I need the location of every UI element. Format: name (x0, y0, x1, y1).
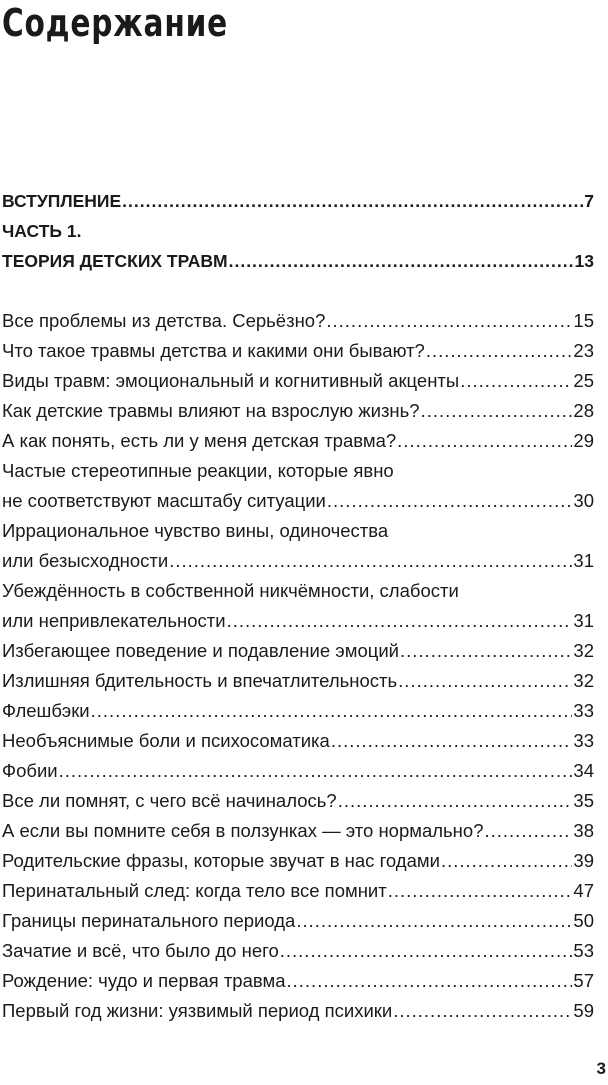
toc-entry-title: Что такое травмы детства и какими они бывают? (2, 340, 425, 361)
toc-entry-list (2, 306, 594, 1026)
toc-entry-introduction[interactable] (2, 186, 594, 216)
toc-entry-page: 23 (573, 340, 594, 361)
toc-entry-title: Иррациональное чувство вины, одиночества (2, 520, 389, 541)
toc-entry-page: 15 (573, 310, 594, 331)
toc-entry-page: 47 (573, 880, 594, 901)
toc-dot-leader (287, 966, 573, 996)
toc-entry-title: Избегающее поведение и подавление эмоций (2, 640, 399, 661)
toc-entry-title: ТЕОРИЯ ДЕТСКИХ ТРАВМ (2, 251, 228, 271)
toc-entry-page: 35 (573, 790, 594, 811)
toc-entry[interactable] (2, 756, 594, 786)
toc-entry[interactable] (2, 546, 594, 576)
toc-entry-page: 25 (573, 370, 594, 391)
toc-dot-leader (393, 996, 572, 1026)
toc-entry-page: 33 (573, 730, 594, 751)
toc-entry-title: А как понять, есть ли у меня детская травма? (2, 430, 397, 451)
toc-entry[interactable] (2, 786, 594, 816)
toc-entry-title: Все проблемы из детства. Серьёзно? (2, 310, 326, 331)
toc-entry-title: Первый год жизни: уязвимый период психики (2, 1000, 393, 1021)
toc-entry-page: 39 (573, 850, 594, 871)
toc-entry-part-1 (2, 216, 594, 246)
toc-dot-leader (227, 606, 573, 636)
toc-entry-page: 31 (573, 550, 594, 571)
toc-entry[interactable] (2, 426, 594, 456)
toc-entry-title: Как детские травмы влияют на взрослую жизнь? (2, 400, 420, 421)
toc-entry-page: 7 (584, 191, 594, 211)
toc-dot-leader (400, 636, 572, 666)
toc-entry[interactable] (2, 846, 594, 876)
toc-entry-page: 32 (573, 640, 594, 661)
toc-dot-leader (280, 936, 573, 966)
toc-dot-leader (169, 546, 572, 576)
toc-entry-title: Флешбэки (2, 700, 90, 721)
toc-entry-page: 53 (573, 940, 594, 961)
page-title: Содержание (2, 1, 229, 45)
toc-entry-page: 57 (573, 970, 594, 991)
toc-dot-leader (388, 876, 573, 906)
toc-dot-leader (338, 786, 573, 816)
toc-dot-leader (122, 186, 583, 216)
toc-entry[interactable] (2, 606, 594, 636)
toc-entry-title: не соответствуют масштабу ситуации (2, 490, 326, 511)
table-of-contents (2, 186, 594, 1026)
toc-entry[interactable] (2, 306, 594, 336)
toc-dot-leader (421, 396, 573, 426)
toc-entry[interactable] (2, 696, 594, 726)
toc-entry-title: Убеждённость в собственной никчёмности, слабости (2, 580, 459, 601)
toc-entry-page: 32 (573, 670, 594, 691)
toc-dot-leader (229, 246, 574, 276)
toc-entry[interactable] (2, 666, 594, 696)
toc-entry[interactable] (2, 936, 594, 966)
toc-entry-title: Границы перинатального периода (2, 910, 296, 931)
toc-dot-leader (460, 366, 572, 396)
toc-entry-title: или непривлекательности (2, 610, 226, 631)
toc-entry[interactable] (2, 396, 594, 426)
toc-entry[interactable] (2, 816, 594, 846)
toc-dot-leader (331, 726, 573, 756)
toc-entry-title: Необъяснимые боли и психосоматика (2, 730, 330, 751)
toc-entry[interactable] (2, 336, 594, 366)
toc-entry[interactable] (2, 366, 594, 396)
toc-entry-title: Зачатие и всё, что было до него (2, 940, 279, 961)
toc-entry-title: Все ли помнят, с чего всё начиналось? (2, 790, 337, 811)
section-gap (2, 276, 594, 306)
toc-entry[interactable] (2, 996, 594, 1026)
toc-entry-page: 34 (573, 760, 594, 781)
toc-entry-title: Виды травм: эмоциональный и когнитивный акценты (2, 370, 460, 391)
toc-entry-page: 38 (573, 820, 594, 841)
toc-entry-part-1-title[interactable] (2, 246, 594, 276)
toc-entry-page: 59 (573, 1000, 594, 1021)
toc-entry[interactable] (2, 906, 594, 936)
toc-entry-title: ВСТУПЛЕНИЕ (2, 191, 122, 211)
toc-entry-page: 50 (573, 910, 594, 931)
toc-dot-leader (91, 696, 573, 726)
toc-entry-page: 28 (573, 400, 594, 421)
toc-entry-title: Родительские фразы, которые звучат в нас годами (2, 850, 440, 871)
toc-dot-leader (327, 486, 573, 516)
toc-entry (2, 456, 594, 486)
toc-dot-leader (426, 336, 573, 366)
toc-dot-leader (398, 666, 572, 696)
toc-dot-leader (59, 756, 573, 786)
toc-entry-title: Перинатальный след: когда тело все помнит (2, 880, 387, 901)
toc-dot-leader (397, 426, 572, 456)
toc-entry-page: 13 (574, 251, 594, 271)
toc-entry (2, 576, 594, 606)
toc-entry-page: 31 (573, 610, 594, 631)
toc-entry-title: Фобии (2, 760, 58, 781)
toc-dot-leader (326, 306, 572, 336)
toc-entry[interactable] (2, 966, 594, 996)
toc-entry-page: 33 (573, 700, 594, 721)
toc-dot-leader (296, 906, 572, 936)
toc-entry-title: А если вы помните себя в ползунках — это нормально? (2, 820, 484, 841)
toc-entry-title: Рождение: чудо и первая травма (2, 970, 286, 991)
toc-entry[interactable] (2, 636, 594, 666)
page-number: 3 (596, 1059, 606, 1078)
toc-entry-title: Излишняя бдительность и впечатлительность (2, 670, 398, 691)
toc-entry (2, 516, 594, 546)
toc-dot-leader (484, 816, 572, 846)
toc-entry-title: Частые стереотипные реакции, которые явно (2, 460, 394, 481)
toc-entry[interactable] (2, 486, 594, 516)
toc-entry-title: ЧАСТЬ 1. (2, 221, 82, 241)
toc-entry[interactable] (2, 726, 594, 756)
toc-entry-title: или безысходности (2, 550, 169, 571)
toc-entry-page: 29 (573, 430, 594, 451)
toc-entry-page: 30 (573, 490, 594, 511)
toc-dot-leader (441, 846, 572, 876)
toc-entry[interactable] (2, 876, 594, 906)
